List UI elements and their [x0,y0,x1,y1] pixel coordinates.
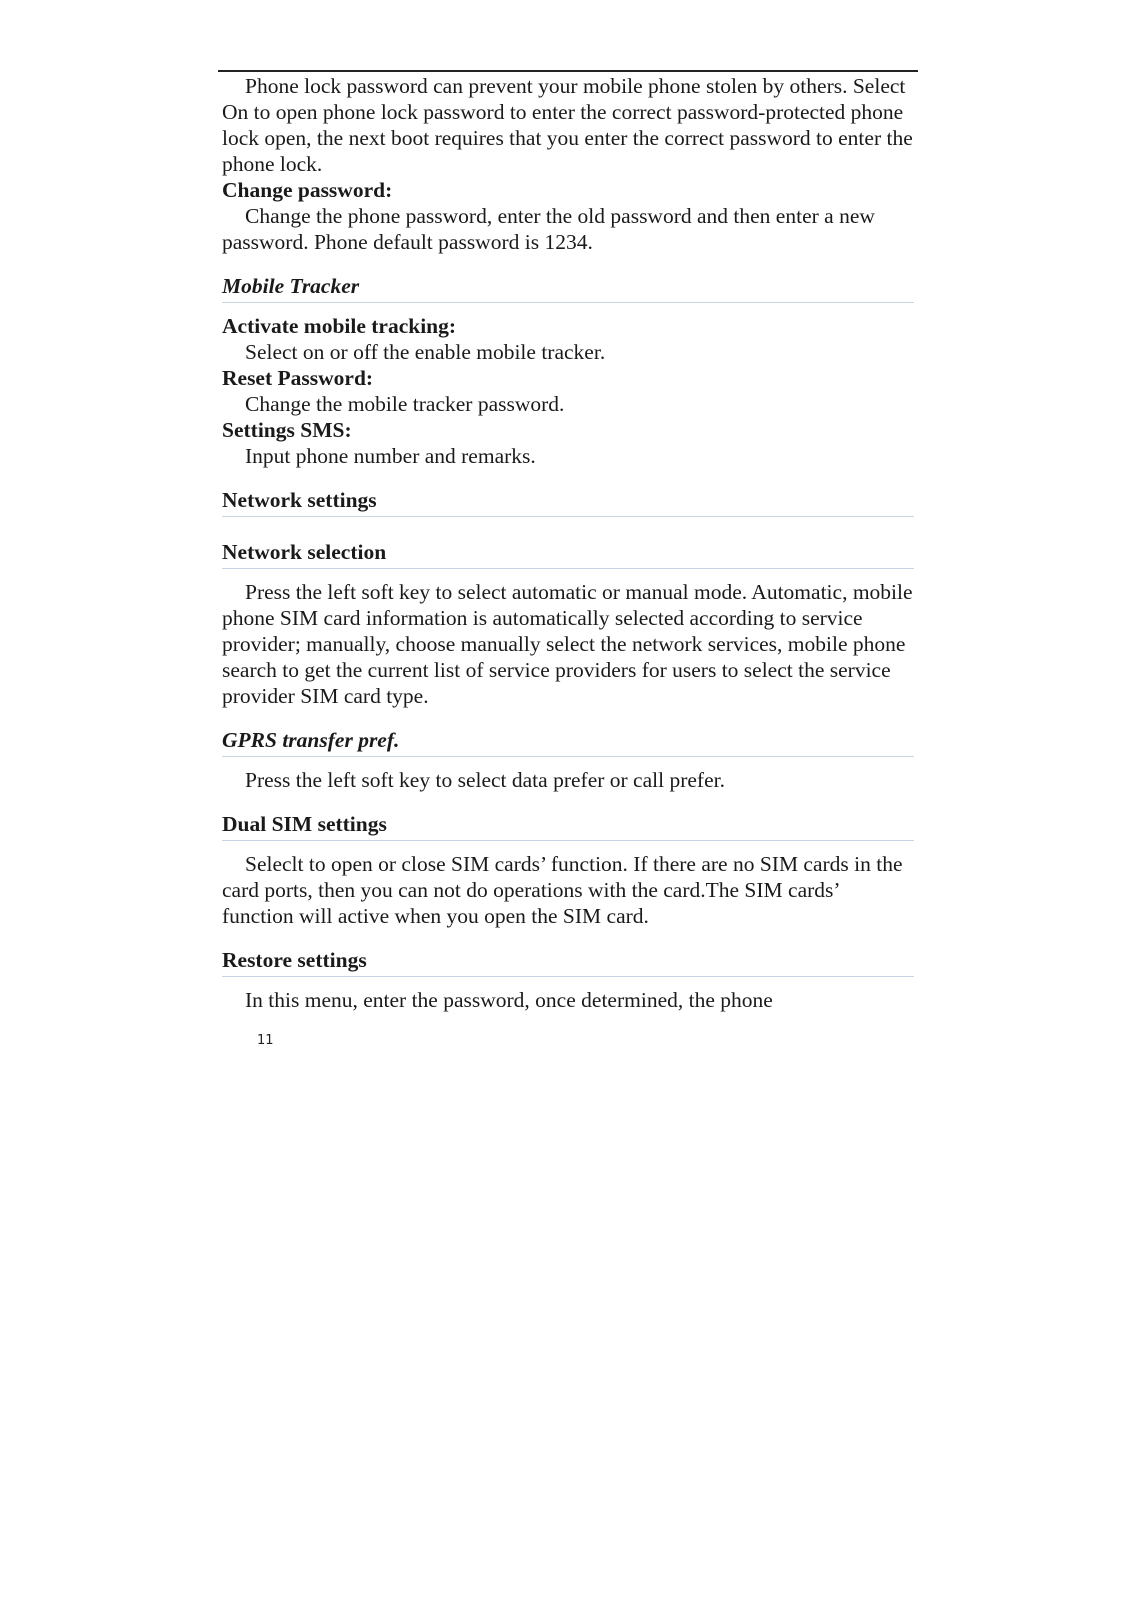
activate-tracking-text: Select on or off the enable mobile tracker. [245,340,606,364]
settings-sms-text: Input phone number and remarks. [245,444,536,468]
restore-settings-text: In this menu, enter the password, once determined, the phone [245,988,773,1012]
mobile-tracker-heading: Mobile Tracker [222,273,914,303]
intro-paragraph: Phone lock password can prevent your mobile phone stolen by others. Select On to open phone lock password to enter the correct password-protected phone lock open, the next boot requires that you enter the correct password to enter the phone lock. [222,74,913,176]
change-password-text: Change the phone password, enter the old password and then enter a new password. Phone default password is 1234. [222,204,875,254]
dual-sim-text: Seleclt to open or close SIM cards’ function. If there are no SIM cards in the card ports, then you can not do operations with the card.The SIM cards’ function will active when you open the SIM card. [222,852,903,928]
document-body [222,73,914,1013]
dual-sim-heading: Dual SIM settings [222,811,914,841]
network-selection-text: Press the left soft key to select automatic or manual mode. Automatic, mobile phone SIM card information is automatically selected according to service provider; manually, choose manually select the network services, mobile phone search to get the current list of service providers for users to select the service provider SIM card type. [222,580,913,708]
restore-settings-heading: Restore settings [222,947,914,977]
change-password-heading: Change password: [222,178,393,202]
reset-password-heading: Reset Password: [222,366,374,390]
gprs-heading: GPRS transfer pref. [222,727,914,757]
settings-sms-heading: Settings SMS: [222,418,352,442]
network-settings-heading: Network settings [222,487,914,517]
page-number: 11 [257,1033,274,1048]
gprs-text: Press the left soft key to select data prefer or call prefer. [245,768,725,792]
activate-tracking-heading: Activate mobile tracking: [222,314,457,338]
top-rule [218,70,918,72]
network-selection-heading: Network selection [222,539,914,569]
reset-password-text: Change the mobile tracker password. [245,392,565,416]
